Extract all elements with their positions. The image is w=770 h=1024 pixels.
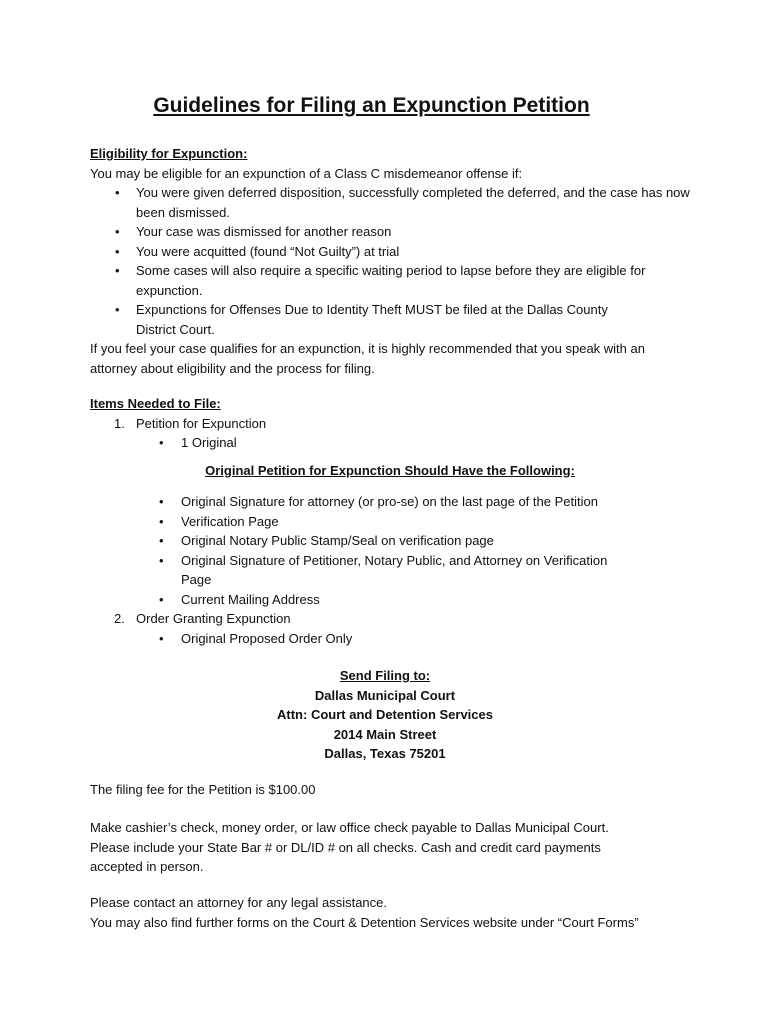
original-petition-list xyxy=(90,492,690,609)
bullet-icon: • xyxy=(115,302,120,317)
list-item: • Original Signature for attorney (or pro-se) on the last page of the Petition xyxy=(90,492,690,512)
list-item: • Original Notary Public Stamp/Seal on verification page xyxy=(90,531,690,551)
eligibility-intro: You may be eligible for an expunction of a Class C misdemeanor offense if: xyxy=(90,165,523,181)
contact-section xyxy=(90,893,730,932)
bullet-icon: • xyxy=(115,224,120,239)
eligibility-heading: Eligibility for Expunction: xyxy=(90,146,248,161)
items-needed-heading: Items Needed to File: xyxy=(90,396,221,411)
eligibility-closing: If you feel your case qualifies for an expunction, it is highly recommended that you speak with an attorney about eligibility and the process for filing. xyxy=(90,341,645,376)
list-item: • Original Signature of Petitioner, Notary Public, and Attorney on Verification Page xyxy=(159,552,608,587)
bullet-icon: • xyxy=(159,533,164,548)
list-item: • Verification Page xyxy=(90,512,690,532)
bullet-icon: • xyxy=(159,552,164,568)
contact-line: Please contact an attorney for any legal assistance. xyxy=(90,895,388,910)
eligibility-section xyxy=(90,144,690,378)
list-item-order-sub: • Original Proposed Order Only xyxy=(90,629,690,649)
contact-line: You may also find further forms on the Court & Detention Services website under “Court Forms” xyxy=(90,914,639,930)
list-item: • Expunctions for Offenses Due to Identity Theft MUST be filed at the Dallas County District Court. xyxy=(115,302,608,337)
filing-fee-text: The filing fee for the Petition is $100.00 xyxy=(90,782,316,797)
list-item: • You were given deferred disposition, successfully completed the deferred, and the case has now been dismissed. xyxy=(115,185,690,220)
list-item: • Current Mailing Address xyxy=(90,590,690,610)
address-line: 2014 Main Street xyxy=(333,726,437,742)
list-item: • Some cases will also require a specific waiting period to lapse before they are eligible for expunction. xyxy=(115,263,646,298)
original-petition-heading: Original Petition for Expunction Should Have the Following: xyxy=(205,462,575,478)
bullet-icon: • xyxy=(159,591,164,607)
eligibility-list xyxy=(90,183,690,339)
address-line: Attn: Court and Detention Services xyxy=(277,707,493,722)
page-title: Guidelines for Filing an Expunction Petition xyxy=(153,94,590,117)
list-item-petition: 1. Petition for Expunction xyxy=(114,415,267,431)
list-item-petition-sub: • 1 Original xyxy=(90,433,690,453)
bullet-icon: • xyxy=(159,630,164,646)
list-item: • You were acquitted (found “Not Guilty”) at trial xyxy=(90,242,690,262)
fee-section xyxy=(90,780,690,800)
send-filing-heading: Send Filing to: xyxy=(339,668,431,683)
address-line: Dallas, Texas 75201 xyxy=(324,746,446,761)
address-line: Dallas Municipal Court xyxy=(314,687,456,703)
bullet-icon: • xyxy=(115,263,120,278)
bullet-icon: • xyxy=(159,494,164,509)
bullet-icon: • xyxy=(159,435,164,450)
bullet-icon: • xyxy=(115,243,120,259)
payment-section xyxy=(90,818,650,877)
bullet-icon: • xyxy=(115,185,120,200)
list-item-order: 2. Order Granting Expunction xyxy=(114,611,291,626)
send-filing-address xyxy=(0,666,770,764)
items-needed-section xyxy=(90,394,690,648)
list-item: • Your case was dismissed for another reason xyxy=(90,222,690,242)
bullet-icon: • xyxy=(159,513,164,529)
payment-text: Make cashier’s check, money order, or law office check payable to Dallas Municipal Court. Please include your State Bar # or DL/ID # on all checks. Cash and credit card payments accepted in person. xyxy=(90,820,609,874)
